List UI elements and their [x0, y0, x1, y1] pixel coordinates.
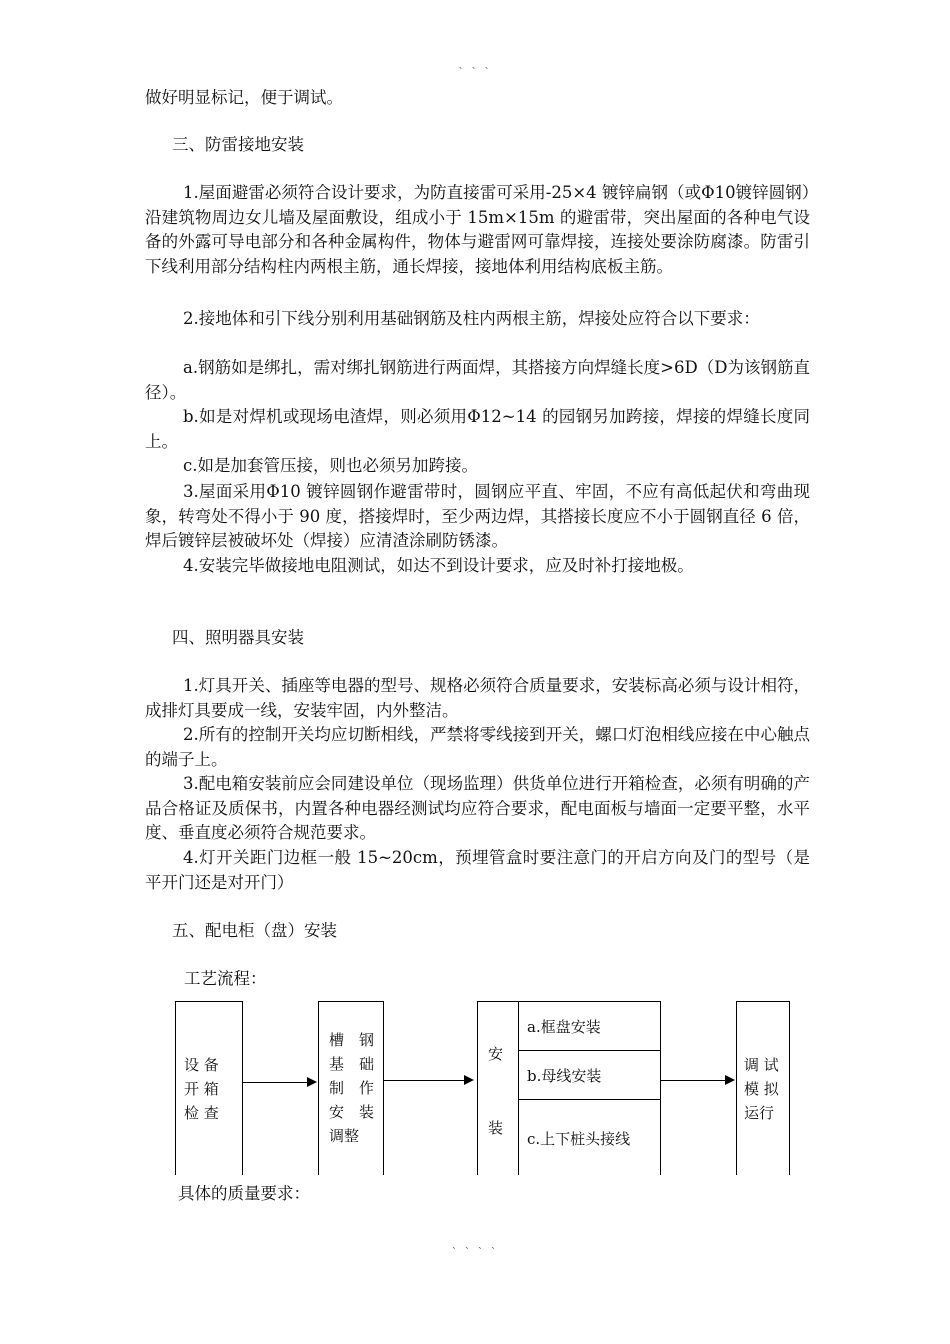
section-3-para-4: 4.安装完毕做接地电阻测试，如达不到设计要求，应及时补打接地极。: [183, 556, 694, 575]
section-3-para-a: a.钢筋如是绑扎，需对绑扎钢筋进行两面焊，其搭接方向焊缝长度>6D（D为该钢筋直径）。: [145, 358, 810, 402]
page-header-mark: ` ` `: [458, 66, 492, 79]
flow-box-1-line-2: 开 箱: [184, 1080, 219, 1098]
section-3-para-3: 3.屋面采用Φ10 镀锌圆钢作避雷带时，圆钢应平直、牢固，不应有高低起伏和弯曲现象，转弯处不得小于 90 度，搭接焊时，至少两边焊，其搭接长度应不小于圆钢直径 6 倍，焊后镀锌层被破坏处（焊接）应清渣涂刷防锈漆。: [145, 482, 810, 550]
flow-box-4-line-1: 调 试: [744, 1056, 779, 1074]
section-3-para-1: 1.屋面避雷必须符合设计要求，为防直接雷可采用-25×4 镀锌扁钢（或Φ10镀锌圆钢）沿建筑物周边女儿墙及屋面敷设，组成小于 15m×15m 的避雷带，突出屋面的各种电气设备的外露可导电部分和各种金属构件，物体与避雷网可靠焊接，连接处要涂防腐漆。防雷引下线利用部分结构柱内两根主筋，通长焊接，接地体利用结构底板主筋。: [145, 183, 810, 276]
flow-box-test-run: [736, 1001, 790, 1175]
section-4-para-1: 1.灯具开关、插座等电器的型号、规格必须符合质量要求，安装标高必须与设计相符，成排灯具要成一线，安装牢固，内外整洁。: [145, 676, 810, 720]
flow-box-3-row-line-1: [518, 1050, 661, 1051]
flow-title: 工艺流程：: [184, 969, 267, 988]
flow-box-2-line-5: 调整: [329, 1127, 360, 1145]
flow-box-3-label-bottom: 装: [488, 1119, 504, 1137]
flow-step-frame-install: a.框盘安装: [527, 1018, 601, 1036]
section-5-title: 五、配电柜（盘）安装: [172, 921, 337, 940]
section-3-title: 三、防雷接地安装: [172, 135, 304, 154]
section-4-para-3: 3.配电箱安装前应会同建设单位（现场监理）供货单位进行开箱检查，必须有明确的产品合格证及质保书，内置各种电器经测试均应符合要求，配电面板与墙面一定要平整，水平度、垂直度必须符合规范要求。: [145, 774, 810, 842]
section-4-para-4: 4.灯开关距门边框一般 15~20cm，预埋管盒时要注意门的开启方向及门的型号（是平开门还是对开门）: [145, 848, 810, 892]
section-3-para-b: b.如是对焊机或现场电渣焊，则必须用Φ12~14 的园钢另加跨接，焊接的焊缝长度同上。: [145, 407, 810, 451]
flow-box-4-line-2: 模 拟: [744, 1080, 779, 1098]
flow-box-1-line-1: 设 备: [184, 1056, 219, 1074]
flow-step-terminal-wiring: c.上下桩头接线: [527, 1130, 631, 1148]
section-4-title: 四、照明器具安装: [172, 628, 304, 647]
page-footer-mark: ` ` ` `: [451, 1246, 499, 1259]
section-4-para-2: 2.所有的控制开关均应切断相线，严禁将零线接到开关，螺口灯泡相线应接在中心触点的端子上。: [145, 725, 810, 769]
section-3-para-2: 2.接地体和引下线分别利用基础钢筋及柱内两根主筋，焊接处应符合以下要求：: [183, 309, 760, 328]
flow-box-4-line-3: 运行: [744, 1104, 775, 1122]
flow-box-3-row-line-2: [518, 1099, 661, 1100]
flow-step-busbar-install: b.母线安装: [527, 1067, 602, 1085]
flow-box-3-divider: [518, 1001, 519, 1175]
flow-box-2-line-1: 槽 钢: [329, 1031, 375, 1049]
intro-line: 做好明显标记，便于调试。: [145, 88, 343, 107]
flow-arrow-2: [384, 1080, 472, 1081]
flow-box-1-line-3: 检 查: [184, 1104, 219, 1122]
flow-arrow-3: [661, 1080, 733, 1081]
section-3-para-c: c.如是加套管压接，则也必须另加跨接。: [183, 456, 478, 475]
flow-box-unpack-inspect: [175, 1001, 243, 1175]
flow-box-2-line-3: 制 作: [329, 1079, 375, 1097]
quality-requirements-title: 具体的质量要求：: [178, 1184, 310, 1203]
flow-box-2-line-4: 安 装: [329, 1103, 375, 1121]
flow-box-2-line-2: 基 础: [329, 1055, 375, 1073]
flow-box-3-label-top: 安: [488, 1045, 504, 1063]
flow-box-channel-steel-base: [318, 1001, 384, 1175]
flow-arrow-1: [243, 1082, 315, 1083]
